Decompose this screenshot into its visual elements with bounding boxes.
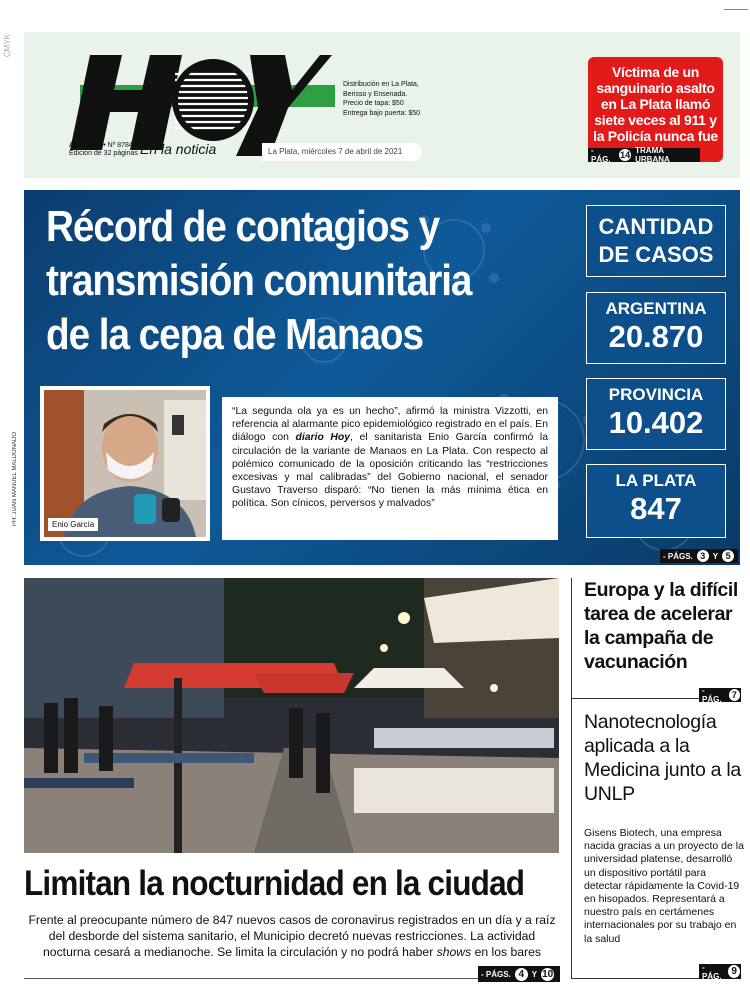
page-number-badge: 4 [514,967,529,982]
page-label: - PÁG. [702,962,722,981]
stat-value: 20.870 [608,319,704,354]
body-text: en los bares [471,945,541,959]
page-label: - PÁGS. [481,969,511,979]
stats-title-line: CANTIDAD [598,214,714,239]
dateline: La Plata, miércoles 7 de abril de 2021 [262,143,422,161]
stat-provincia [586,378,726,450]
summary-text: “La segunda ola ya es un hecho”, afirmó la ministra Vizzotti, en referencia al alarmante pico epidemiológico registrado en el país. En diálogo con [232,406,548,444]
delivery-price-line: Entrega bajo puerta: $50 [343,109,421,117]
page-number-badge: 5 [721,549,735,563]
photo-credit: PH: JUAN MANUEL MALDONADO [12,432,18,527]
portrait-image [44,390,206,537]
distribution-info [343,80,463,118]
stat-label: LA PLATA [615,471,697,490]
edition-info [69,142,149,158]
stat-la-plata [586,464,726,538]
summary-emphasis: diario Hoy [295,432,351,444]
column-divider [571,578,572,978]
stats-title-box [586,205,726,277]
stat-argentina [586,292,726,364]
europa-page-ref[interactable] [699,688,741,702]
page-label: - PÁG. [702,686,722,704]
main-headline[interactable] [46,200,574,362]
night-street-photo[interactable] [24,578,559,853]
headline-line: Récord de contagios y [46,202,440,251]
page-number-badge: 7 [728,688,741,702]
page-label: - PÁGS. [663,551,693,561]
body-emphasis: shows [436,945,472,959]
stat-value: 10.402 [608,405,704,440]
nano-page-ref[interactable] [699,964,741,979]
page-number-badge: 3 [696,549,710,563]
section-label: TRAMA URBANA [635,146,670,164]
page-number-badge: 10 [542,968,554,980]
page-number-badge: 14 [620,150,631,160]
page-label: - PÁG. [591,146,611,164]
main-story-page-ref[interactable] [660,549,738,563]
page-number-badge: 9 [727,964,741,979]
edition-number: Año XXVII • Nº 8784 [69,142,133,149]
teaser-red-text: Víctima de un sanguinario asalto en La Plata llamó siete veces al 911 y la Policía nunca fue [593,64,718,144]
stats-title-line: DE CASOS [598,242,714,267]
headline-line: transmisión comunitaria [46,256,472,305]
distribution-line: Distribución en La Plata, [343,81,419,88]
night-headline[interactable]: Limitan la nocturnidad en la ciudad [24,864,525,903]
stat-value: 847 [630,491,682,526]
teaser-red-page-ref[interactable] [588,148,700,162]
headline-line: de la cepa de Manaos [46,310,423,359]
cmyk-print-mark: CMYK [3,34,12,58]
page-joiner: Y [531,969,538,979]
price-line: Precio de tapa: $50 [343,100,404,107]
edition-pages: Edición de 32 páginas [69,150,138,157]
nano-story-body: Gisens Biotech, una empresa nacida gracias a un proyecto de la universidad platense, desarrolló un dispositivo portátil para detectar rápidamente la Covid-19 en hisopados. Representará a nuestro país en certámenes internacionales por su trabajo en la salud [584,827,744,945]
tagline: En la noticia [140,141,217,157]
stat-label: ARGENTINA [605,299,707,318]
page-joiner: Y [712,551,719,561]
crop-mark [724,4,748,10]
night-story-body [24,912,560,960]
stat-label: PROVINCIA [608,385,704,404]
body-text: Frente al preocupante número de 847 nuevos casos de coronavirus registrados en un día y a raíz del desborde del sistema sanitario, el Municipio decretó nuevas restricciones. La actividad nocturna cesará a medianoche. Se limita la circulación y no podrá haber [28,913,556,959]
main-story-summary[interactable] [222,397,558,540]
nano-headline[interactable]: Nanotecnología aplicada a la Medicina junto a la UNLP [584,711,741,805]
europa-headline[interactable]: Europa y la difícil tarea de acelerar la campaña de vacunación [584,579,738,673]
night-story-page-ref[interactable] [478,966,560,982]
summary-text: , el sanitarista Enio García confirmó la circulación de la variante de Manaos en La Plata. Con respecto al polémico comunicado de la oposición criticando las “restricciones excesivas y mal calibradas” del Gobierno nacional, el senador Gustavo Traverso disparó: “No tienen la más mínima ética en política. Son cínicos, perversos y malvados” [232,432,548,510]
photo-caption: Enio García [48,518,98,531]
distribution-line: Berisso y Ensenada. [343,90,408,98]
